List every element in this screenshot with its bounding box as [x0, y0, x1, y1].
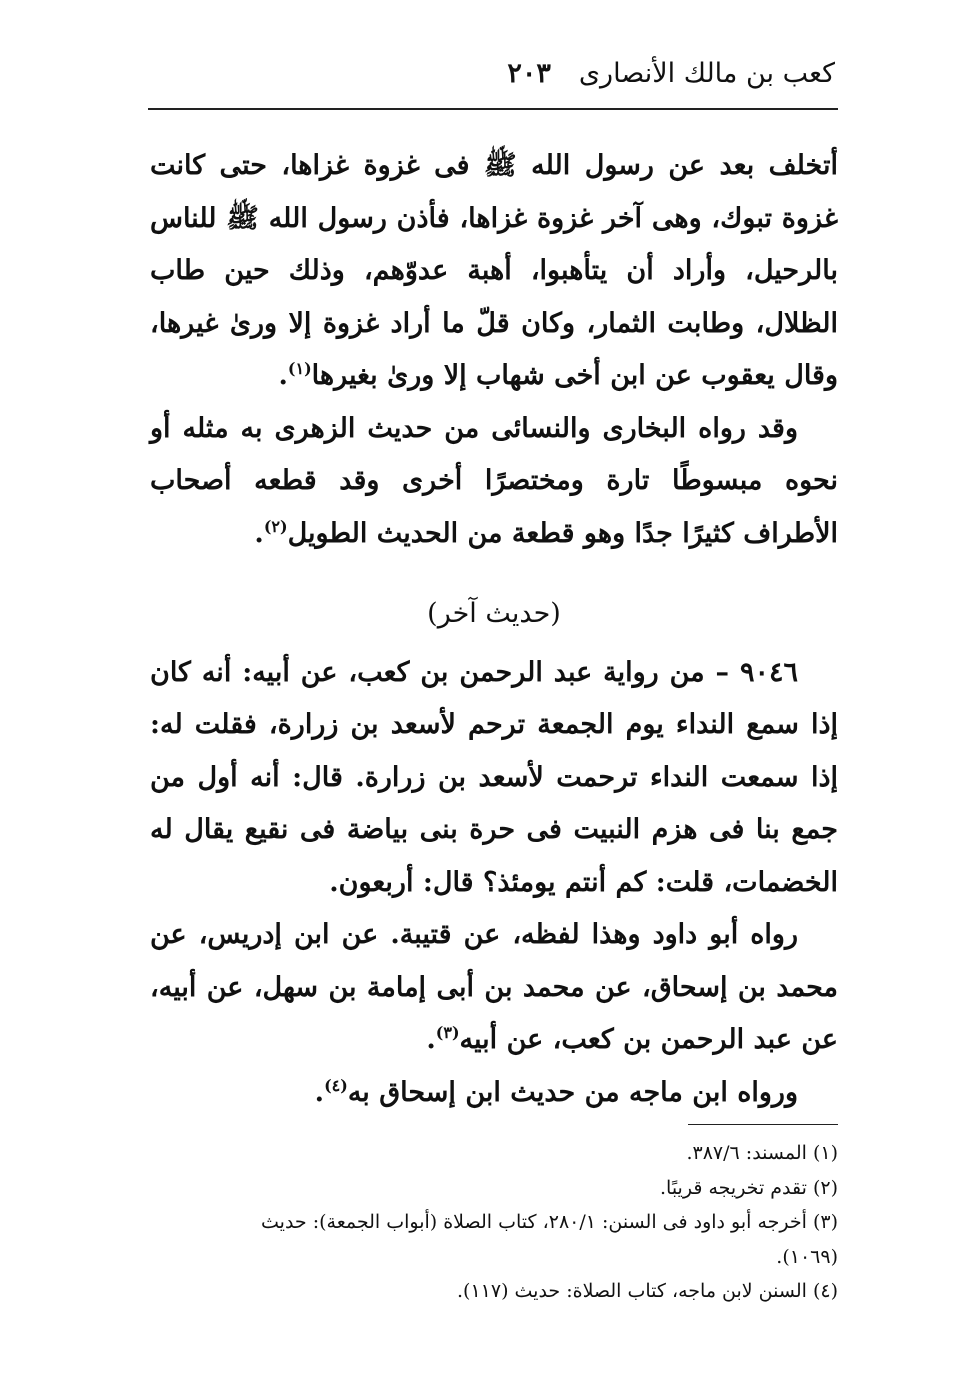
footnotes — [150, 1136, 838, 1309]
hadith-number: ٩٠٤٦ — [739, 656, 798, 688]
paragraph-5 — [150, 1067, 838, 1120]
main-text — [150, 140, 838, 1119]
footnote-ref-1: (١) — [287, 359, 312, 378]
paragraph-5-end: . — [314, 1076, 325, 1108]
paragraph-1-end: . — [278, 360, 288, 391]
paragraph-4 — [150, 909, 838, 1067]
footnote-ref-3: (٣) — [435, 1023, 460, 1042]
footnote-3-continued: (١٠٦٩). — [776, 1245, 838, 1268]
paragraph-2-text: وقد رواه البخارى والنسائى من حديث الزهرى به مثله أو نحوه مبسوطًا تارة ومختصرًا أخرى وقد قطعه أصحاب الأطراف كثيرًا جدًا وهو قطعة من الحديث الطويل — [150, 412, 838, 549]
footnote-4: (٤) السنن لابن ماجه، كتاب الصلاة: حديث (١١٧). — [456, 1280, 838, 1302]
hadith-text: – من رواية عبد الرحمن بن كعب، عن أبيه: أنه كان إذا سمع النداء يوم الجمعة ترحم لأسعد بن زرارة، فقلت له: إذا سمعت النداء ترحمت لأسعد بن زرارة. قال: أنه أول من جمع بنا فى هزم النبيت فى حرة بنى بياضة فى نقيع يقال له الخضمات، قلت: كم أنتم يومئذ؟ قال: أربعون. — [150, 656, 838, 898]
chapter-title: كعب بن مالك الأنصارى — [578, 58, 835, 89]
paragraph-1 — [150, 140, 838, 403]
paragraph-2 — [150, 403, 838, 561]
footnote-1: (١) المسند: ٣٨٧/٦. — [686, 1142, 838, 1164]
paragraph-4-end: . — [426, 1024, 436, 1055]
footnote-rule — [688, 1124, 838, 1125]
paragraph-1-text: أتخلف بعد عن رسول الله ﷺ فى غزوة غزاها، حتى كانت غزوة تبوك، وهى آخر غزوة غزاها، فأذن رسول الله ﷺ للناس بالرحيل، وأراد أن يتأهبوا، أهبة عدوّهم، وذلك حين طاب الظلال، وطابت الثمار، وكان قلّ ما أراد غزوة إلا ورىٰ غيرها، وقال يعقوب عن ابن أخى شهاب إلا ورىٰ بغيرها — [150, 150, 838, 391]
footnote-2: (٢) تقدم تخريجه قريبًا. — [660, 1176, 838, 1199]
footnote-ref-4: (٤) — [324, 1075, 348, 1095]
section-heading: (حديث آخر) — [427, 598, 561, 629]
footnote-3: (٣) أخرجه أبو داود فى السنن: ٢٨٠/١، كتاب الصلاة (أبواب الجمعة): حديث — [261, 1211, 838, 1233]
hadith-paragraph — [150, 647, 838, 910]
page-number: ٢٠٣ — [507, 58, 551, 89]
paragraph-4-text: رواه أبو داود وهذا لفظه، عن قتيبة. عن ابن إدريس، عن محمد بن إسحاق، عن محمد بن أبى إمامة بن سهل، عن أبيه، عن عبد الرحمن بن كعب، عن أبيه — [150, 919, 838, 1055]
header-rule — [148, 108, 838, 110]
running-header — [150, 58, 835, 102]
paragraph-5-text: ورواه ابن ماجه من حديث ابن إسحاق به — [347, 1076, 798, 1108]
footnote-ref-2: (٢) — [263, 516, 288, 536]
paragraph-2-end: . — [254, 517, 264, 549]
